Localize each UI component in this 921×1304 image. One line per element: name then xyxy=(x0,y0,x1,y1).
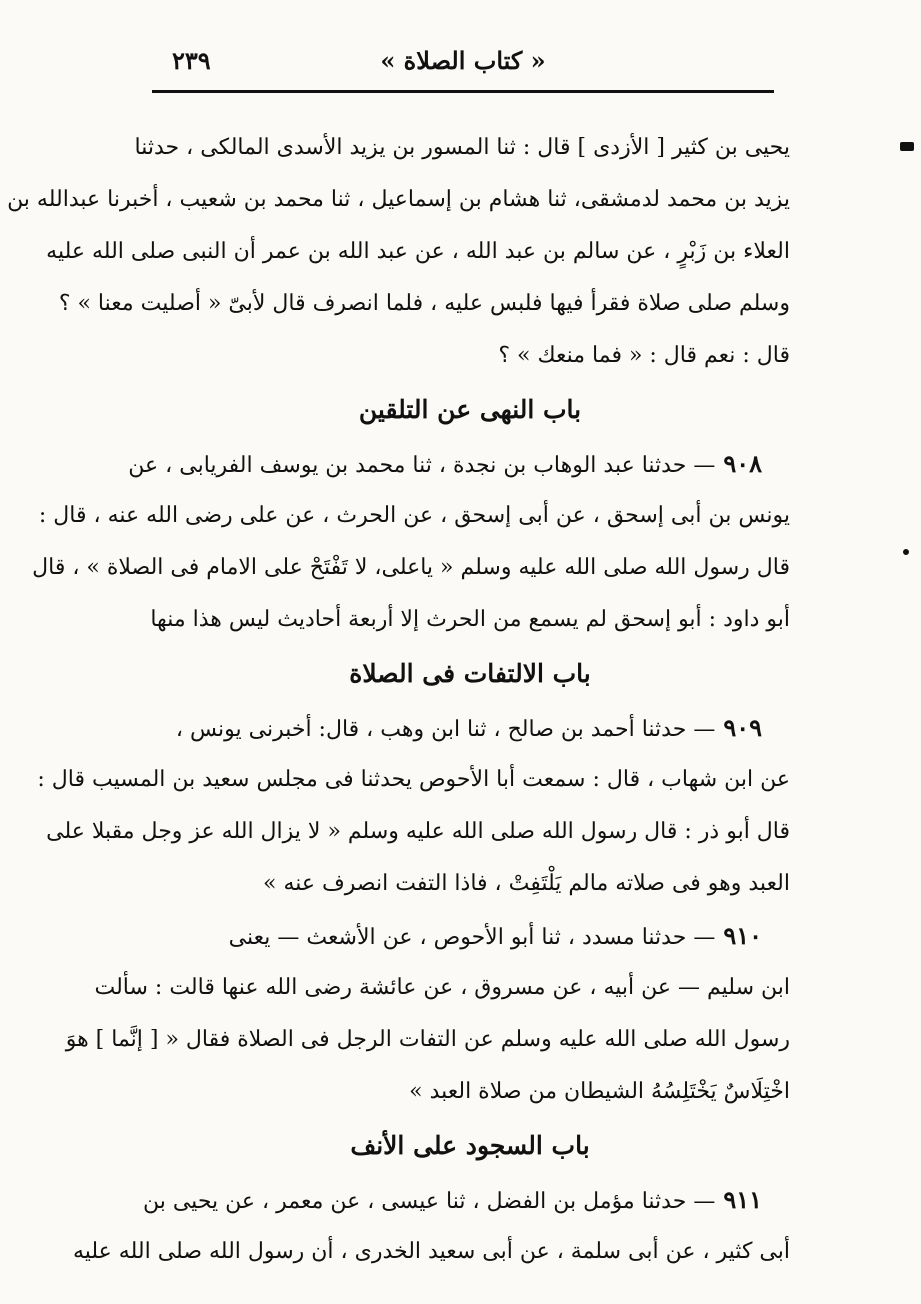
line-text: قال : نعم قال : « فما منعك » ؟ xyxy=(498,343,790,368)
line-text: — حدثنا مؤمل بن الفضل ، ثنا عيسى ، عن معمر ، عن يحيى بن xyxy=(142,1189,716,1214)
line-text: قال أبو ذر : قال رسول الله صلى الله عليه وسلم « لا يزال الله عز وجل مقبلا على xyxy=(46,819,790,844)
hadith-line xyxy=(128,438,790,490)
hadith-line xyxy=(142,1174,790,1226)
line-text: ابن سليم — عن أبيه ، عن مسروق ، عن عائشة رضى الله عنها قالت : سألت xyxy=(94,975,790,1000)
line-text: — حدثنا مسدد ، ثنا أبو الأحوص ، عن الأشعث — يعنى xyxy=(228,925,716,950)
hadith-number: ٩٠٨ xyxy=(723,449,762,478)
line-text: العلاء بن زَبْرٍ ، عن سالم بن عبد الله ، عن عبد الله بن عمر أن النبى صلى الله عليه xyxy=(46,239,790,264)
margin-ink-mark xyxy=(900,142,914,151)
hadith-line xyxy=(32,542,790,594)
page-header xyxy=(152,40,774,92)
line-text: يحيى بن كثير [ الأزدى ] قال : ثنا المسور بن يزيد الأسدى المالكى ، حدثنا xyxy=(134,135,790,160)
line-text: العبد وهو فى صلاته مالم يَلْتَفِتْ ، فاذا التفت انصرف عنه » xyxy=(262,871,790,896)
hadith-line xyxy=(37,754,790,806)
chapter-heading: باب السجود على الأنف xyxy=(350,1131,590,1160)
hadith-line xyxy=(150,1066,790,1118)
hadith-line xyxy=(150,858,790,910)
text-line xyxy=(134,122,790,174)
chapter-heading: باب النهى عن التلقين xyxy=(358,395,582,424)
line-text: يزيد بن محمد لدمشقى، ثنا هشام بن إسماعيل ، ثنا محمد بن شعيب ، أخبرنا عبدالله بن xyxy=(7,187,790,212)
line-text: أبى كثير ، عن أبى سلمة ، عن أبى سعيد الخدرى ، أن رسول الله صلى الله عليه xyxy=(72,1239,790,1264)
line-text: — حدثنا عبد الوهاب بن نجدة ، ثنا محمد بن يوسف الفريابى ، عن xyxy=(128,453,716,478)
line-text: يونس بن أبى إسحق ، عن أبى إسحق ، عن الحرث ، عن على رضى الله عنه ، قال : xyxy=(38,503,790,528)
hadith-line xyxy=(46,806,790,858)
hadith-line xyxy=(38,490,790,542)
line-text: اخْتِلَاسٌ يَخْتَلِسُهُ الشيطان من صلاة العبد » xyxy=(409,1079,790,1104)
running-title: « كتاب الصلاة » xyxy=(380,46,546,75)
margin-ink-dot xyxy=(903,549,909,555)
hadith-line xyxy=(150,702,790,754)
line-text: عن ابن شهاب ، قال : سمعت أبا الأحوص يحدثنا فى مجلس سعيد بن المسيب قال : xyxy=(37,767,790,792)
hadith-number: ٩١٠ xyxy=(723,921,762,950)
text-line xyxy=(58,278,790,330)
text-line xyxy=(150,330,790,382)
hadith-line xyxy=(94,962,790,1014)
hadith-number: ٩١١ xyxy=(723,1185,762,1214)
hadith-line xyxy=(65,1014,790,1066)
hadith-line xyxy=(150,594,790,646)
line-text: رسول الله صلى الله عليه وسلم عن التفات الرجل فى الصلاة فقال « [ إنَّما ] هوَ xyxy=(65,1027,790,1052)
line-text: قال رسول الله صلى الله عليه وسلم « ياعلى، لا تَفْتَحْ على الامام فى الصلاة » ، قال xyxy=(32,555,790,580)
text-line xyxy=(46,226,790,278)
text-line xyxy=(7,174,790,226)
page-number: ٢٣٩ xyxy=(172,46,211,75)
hadith-line xyxy=(150,910,790,962)
line-text: أبو داود : أبو إسحق لم يسمع من الحرث إلا أربعة أحاديث ليس هذا منها xyxy=(150,607,790,632)
header-rule xyxy=(152,90,774,93)
body-text xyxy=(7,122,790,1278)
hadith-number: ٩٠٩ xyxy=(723,713,762,742)
hadith-line xyxy=(72,1226,790,1278)
line-text: — حدثنا أحمد بن صالح ، ثنا ابن وهب ، قال: أخبرنى يونس ، xyxy=(175,717,716,742)
line-text: وسلم صلى صلاة فقرأ فيها فلبس عليه ، فلما انصرف قال لأبىّ « أصليت معنا » ؟ xyxy=(58,291,790,316)
chapter-heading: باب الالتفات فى الصلاة xyxy=(349,659,591,688)
